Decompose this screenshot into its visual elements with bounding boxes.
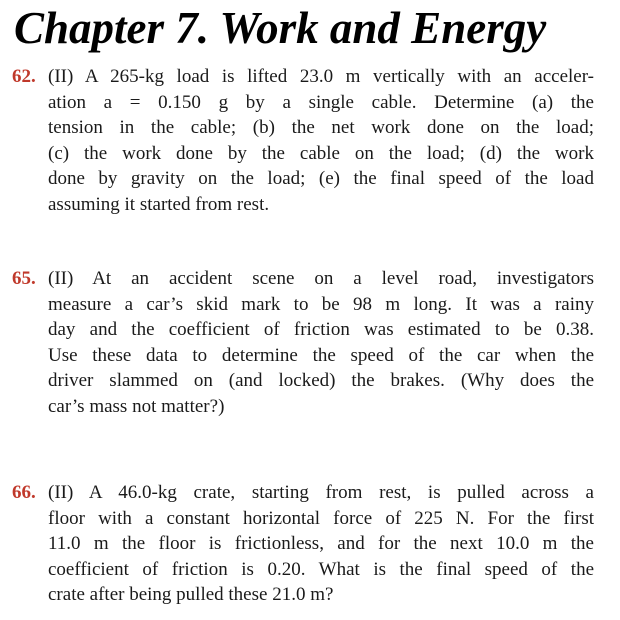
problem-line: (II) At an accident scene on a level road, investigators — [48, 268, 594, 289]
problem-line: (c) the work done by the cable on the load; (d) the work — [48, 142, 594, 164]
problem-text — [48, 64, 594, 218]
problem-line: ation a = 0.150 g by a single cable. Determine (a) the — [48, 91, 594, 113]
problem-line: car’s mass not matter?) — [48, 395, 225, 417]
problem-line: done by gravity on the load; (e) the final speed of the load — [48, 168, 594, 190]
problem-line: assuming it started from rest. — [48, 193, 270, 215]
problem-line: floor with a constant horizontal force of 225 N. For the first — [48, 507, 594, 529]
problem-line: (II) A 46.0-kg crate, starting from rest, is pulled across a — [48, 482, 594, 503]
problem-line: 11.0 m the floor is frictionless, and for the next 10.0 m the — [48, 533, 594, 555]
problem-number: 66. — [12, 482, 36, 503]
problem-line: coefficient of friction is 0.20. What is the final speed of the — [48, 558, 594, 580]
chapter-title: Chapter 7. Work and Energy — [14, 3, 547, 53]
problem-line: day and the coefficient of friction was estimated to be 0.38. — [48, 319, 594, 341]
problem-line: Use these data to determine the speed of the car when the — [48, 344, 594, 366]
problem-number: 62. — [12, 66, 36, 87]
problem-line: driver slammed on (and locked) the brakes. (Why does the — [48, 370, 594, 392]
problem-text — [48, 266, 594, 420]
problem-text — [48, 480, 594, 608]
problem-line: crate after being pulled these 21.0 m? — [48, 584, 334, 606]
problem-line: measure a car’s skid mark to be 98 m long. It was a rainy — [48, 293, 594, 315]
problem-line: (II) A 265-kg load is lifted 23.0 m vertically with an acceler- — [48, 66, 594, 87]
problem-number: 65. — [12, 268, 36, 289]
problem-line: tension in the cable; (b) the net work done on the load; — [48, 117, 594, 139]
